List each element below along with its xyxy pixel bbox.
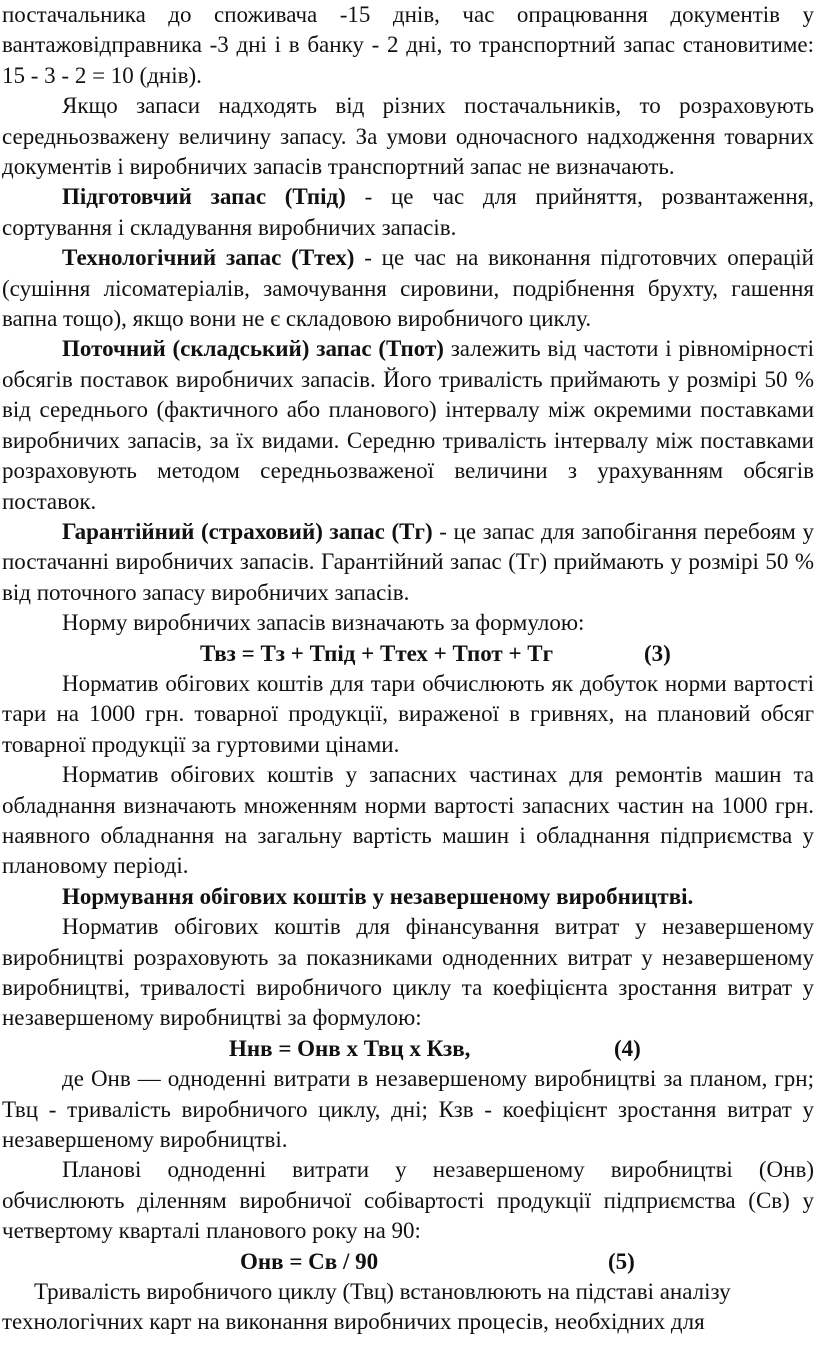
formula-3-number: (3): [644, 640, 671, 666]
formula-5: [0, 1247, 816, 1277]
formula-5-number: (5): [608, 1248, 635, 1274]
paragraph-current-stock: [0, 334, 816, 516]
term-guarantee-stock: Гарантійний (страховий) запас (Тг): [62, 518, 433, 544]
term-technological-stock: Технологічний запас (Ттех): [62, 245, 355, 271]
paragraph-cycle-duration-line-2: технологічних карт на виконання виробничих процесів, необхідних для: [2, 1309, 705, 1335]
paragraph-cycle-duration-line-1: Тривалість виробничого циклу (Твц) встановлюють на підставі аналізу: [34, 1279, 731, 1305]
definition-technological-stock: - це час на виконання підготовчих операцій (сушіння лісоматеріалів, замочування сировини, подрібнення брухту, гашення вапна тощо), якщо вони не є складовою виробничого циклу.: [2, 245, 814, 332]
paragraph-wip-norm: Норматив обігових коштів для фінансування витрат у незавершеному виробництві розраховують за показниками одноденних витрат у незавершеному виробництві, тривалості виробничого циклу та коефіцієнта зростання витрат у незавершеному виробництві за формулою:: [2, 914, 814, 1031]
formula-4-number: (4): [614, 1035, 641, 1061]
formula-3: [0, 639, 816, 669]
formula-5-expression: Онв = Св / 90: [240, 1248, 379, 1274]
term-current-stock: Поточний (складський) запас (Тпот): [62, 336, 444, 362]
paragraph-cycle-duration: [0, 1277, 816, 1338]
paragraph-formula-4-legend: де Онв — одноденні витрати в незавершеному виробництві за планом, грн; Твц - тривалість виробничого циклу, дні; Кзв - коефіцієнт зростання витрат у незавершеному виробництві.: [2, 1066, 814, 1152]
paragraph-weighted-average: Якщо запаси надходять від різних постачальників, то розраховують середньозважену величину запасу. За умови одночасного надходження товарних документів і виробничих запасів транспортний запас не визначають.: [2, 93, 814, 180]
section-heading: Нормування обігових коштів у незавершеному виробництві.: [62, 883, 694, 909]
formula-4: [0, 1034, 816, 1064]
definition-preparatory-stock: - це час для прийняття, розвантаження, сортування і складування виробничих запасів.: [2, 184, 814, 240]
term-preparatory-stock: Підготовчий запас (Тпід): [62, 184, 346, 210]
definition-current-stock: залежить від частоти і рівномірності обсягів поставок виробничих запасів. Його тривалість приймають у розмірі 50 % від середнього (фактичного або планового) інтервалу між окремими поставками виробничих запасів, за їх видами. Середню тривалість інтервалу між поставками розраховують методом середньозваженої величини з урахуванням обсягів поставок.: [2, 336, 814, 514]
formula-4-expression: Ннв = Онв х Твц х Кзв,: [229, 1035, 471, 1061]
definition-guarantee-stock: - це запас для запобігання перебоям у постачанні виробничих запасів. Гарантійний запас (Тг) приймають у розмірі 50 % від поточного запасу виробничих запасів.: [2, 518, 814, 605]
paragraph-technological-stock: [0, 243, 816, 334]
paragraph-packaging-norm: Норматив обігових коштів для тари обчислюють як добуток норми вартості тари на 1000 грн. товарної продукції, вираженої в гривнях, на плановий обсяг товарної продукції за гуртовими цінами.: [2, 670, 814, 757]
paragraph-transport-stock-example: постачальника до споживача -15 днів, час опрацювання документів у вантажовідправника -3 дні і в банку - 2 дні, то транспортний запас становитиме: 15 - 3 - 2 = 10 (днів).: [2, 2, 814, 88]
formula-3-expression: Твз = Тз + Тпід + Ттех + Тпот + Тг: [200, 640, 554, 666]
paragraph-daily-costs: Планові одноденні витрати у незавершеному виробництві (Онв) обчислюють діленням виробничої собівартості продукції підприємства (Св) у четвертому кварталі планового року на 90:: [2, 1157, 814, 1244]
paragraph-formula-intro: Норму виробничих запасів визначають за формулою:: [62, 610, 585, 636]
paragraph-spare-parts-norm: Норматив обігових коштів у запасних частинах для ремонтів машин та обладнання визначають множенням норми вартості запасних частин на 1000 грн. наявного обладнання на загальну вартість машин і обладнання підприємства у плановому періоді.: [2, 762, 814, 879]
paragraph-preparatory-stock: [0, 182, 816, 243]
paragraph-guarantee-stock: [0, 517, 816, 608]
